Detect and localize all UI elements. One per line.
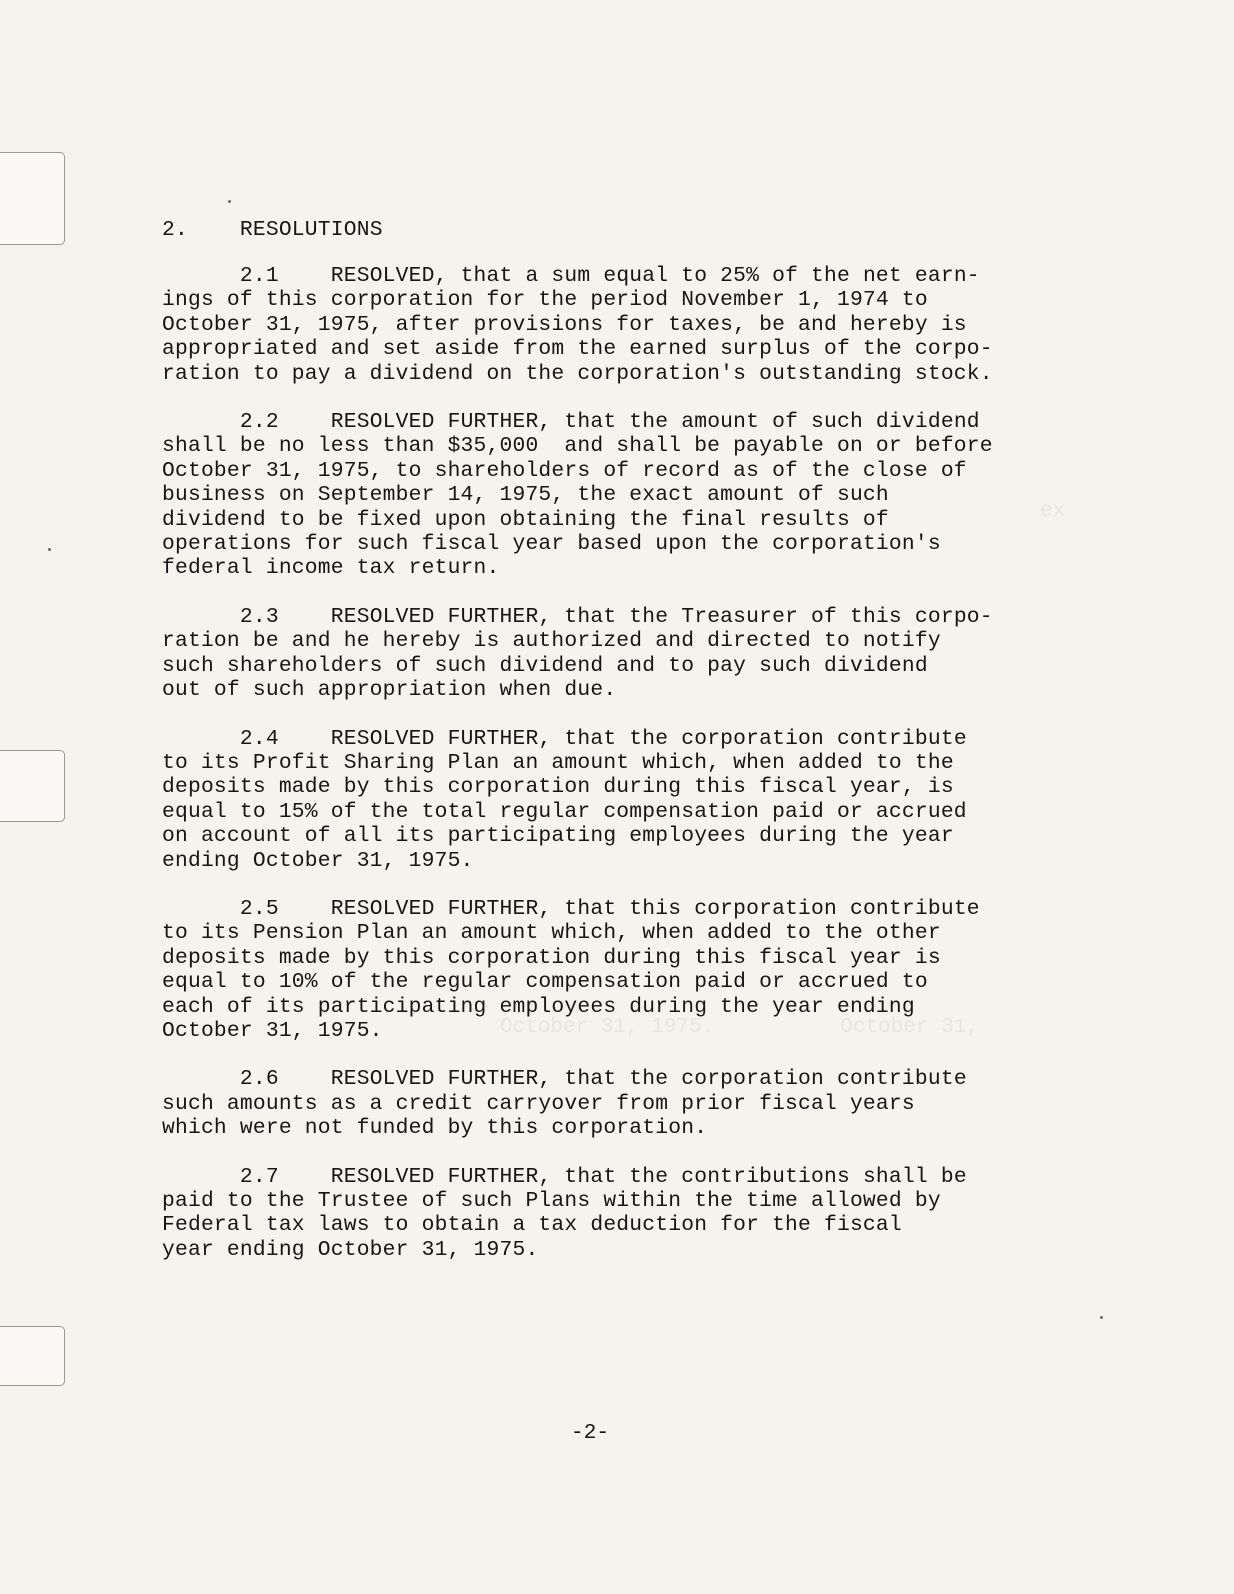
punch-hole-bottom — [0, 1326, 65, 1386]
resolution-number: 2.1 — [239, 264, 279, 288]
resolution-line: on account of all its participating employees during the year — [162, 824, 954, 849]
punch-hole-middle — [0, 750, 65, 822]
resolution-2-6 — [162, 1067, 1102, 1140]
resolution-line: 2.1 RESOLVED, that a sum equal to 25% of the net earn- — [239, 264, 980, 288]
resolution-line: Federal tax laws to obtain a tax deduction for the fiscal — [162, 1213, 902, 1238]
resolution-line: shall be no less than $35,000 and shall be payable on or before — [162, 434, 993, 459]
resolution-line: year ending October 31, 1975. — [162, 1237, 539, 1262]
resolution-2-2 — [162, 410, 1102, 581]
resolution-line: out of such appropriation when due. — [162, 678, 617, 703]
resolution-line: each of its participating employees during the year ending — [162, 994, 915, 1019]
resolution-line: 2.5 RESOLVED FURTHER, that this corporation contribute — [239, 896, 980, 921]
resolution-number: 2.4 — [239, 726, 279, 751]
resolution-line: paid to the Trustee of such Plans within the time allowed by — [162, 1189, 941, 1213]
resolution-2-4 — [162, 727, 1102, 873]
bleed-through-text: October 31, 1975. October 31, — [500, 1016, 979, 1039]
resolution-line: business on September 14, 1975, the exact amount of such — [162, 483, 889, 508]
resolution-line: appropriated and set aside from the earned surplus of the corpo- — [162, 337, 993, 362]
resolution-line: ration be and he hereby is authorized and directed to notify — [162, 629, 941, 654]
resolution-number: 2.2 — [239, 410, 279, 435]
resolution-line: such shareholders of such dividend and to pay such dividend — [162, 653, 928, 678]
resolution-line: October 31, 1975. — [162, 1018, 383, 1043]
resolution-line: October 31, 1975, after provisions for taxes, be and hereby is — [162, 312, 967, 337]
resolution-line: October 31, 1975, to shareholders of record as of the close of — [162, 458, 967, 483]
paper-speck — [48, 548, 51, 551]
resolution-2-1 — [162, 264, 1102, 386]
resolutions-section — [162, 218, 1102, 1286]
resolution-line: dividend to be fixed upon obtaining the final results of — [162, 507, 889, 532]
resolution-2-7 — [162, 1165, 1102, 1263]
resolution-line: equal to 15% of the total regular compensation paid or accrued — [162, 799, 967, 824]
resolution-2-3 — [162, 605, 1102, 703]
section-title: RESOLUTIONS — [239, 218, 383, 242]
resolution-line: ration to pay a dividend on the corporation's outstanding stock. — [162, 361, 993, 386]
paper-speck — [1100, 1316, 1103, 1319]
resolution-line: 2.3 RESOLVED FURTHER, that the Treasurer of this corpo- — [239, 604, 993, 629]
resolution-2-5 — [162, 897, 1102, 1043]
paper-speck — [228, 200, 231, 203]
resolution-line: 2.7 RESOLVED FURTHER, that the contributions shall be — [239, 1164, 967, 1189]
resolution-number: 2.5 — [239, 896, 279, 921]
resolution-line: such amounts as a credit carryover from prior fiscal years — [162, 1091, 915, 1116]
section-number: 2. — [162, 218, 188, 242]
resolution-line: operations for such fiscal year based upon the corporation's — [162, 532, 941, 557]
resolution-line: to its Profit Sharing Plan an amount which, when added to the — [162, 750, 954, 775]
bleed-through-text: ex — [1040, 500, 1066, 523]
resolution-line: deposits made by this corporation during this fiscal year is — [162, 945, 941, 970]
resolutions-list — [162, 264, 1102, 1262]
resolution-line: federal income tax return. — [162, 556, 500, 581]
resolution-line: ending October 31, 1975. — [162, 848, 474, 873]
resolution-line: 2.4 RESOLVED FURTHER, that the corporation contribute — [239, 726, 967, 751]
resolution-line: equal to 10% of the regular compensation paid or accrued to — [162, 970, 928, 995]
resolution-number: 2.3 — [239, 604, 279, 629]
resolution-line: which were not funded by this corporation. — [162, 1116, 708, 1141]
resolution-line: deposits made by this corporation during this fiscal year, is — [162, 775, 954, 800]
resolution-number: 2.7 — [239, 1164, 279, 1189]
resolution-line: 2.6 RESOLVED FURTHER, that the corporation contribute — [239, 1067, 967, 1092]
resolution-number: 2.6 — [239, 1067, 279, 1092]
resolution-line: 2.2 RESOLVED FURTHER, that the amount of such dividend — [239, 410, 980, 435]
resolution-line: to its Pension Plan an amount which, when added to the other — [162, 921, 941, 946]
resolution-line: ings of this corporation for the period November 1, 1974 to — [162, 288, 928, 313]
section-heading — [162, 218, 1102, 242]
page-number: -2- — [570, 1421, 610, 1445]
punch-hole-top — [0, 152, 65, 245]
